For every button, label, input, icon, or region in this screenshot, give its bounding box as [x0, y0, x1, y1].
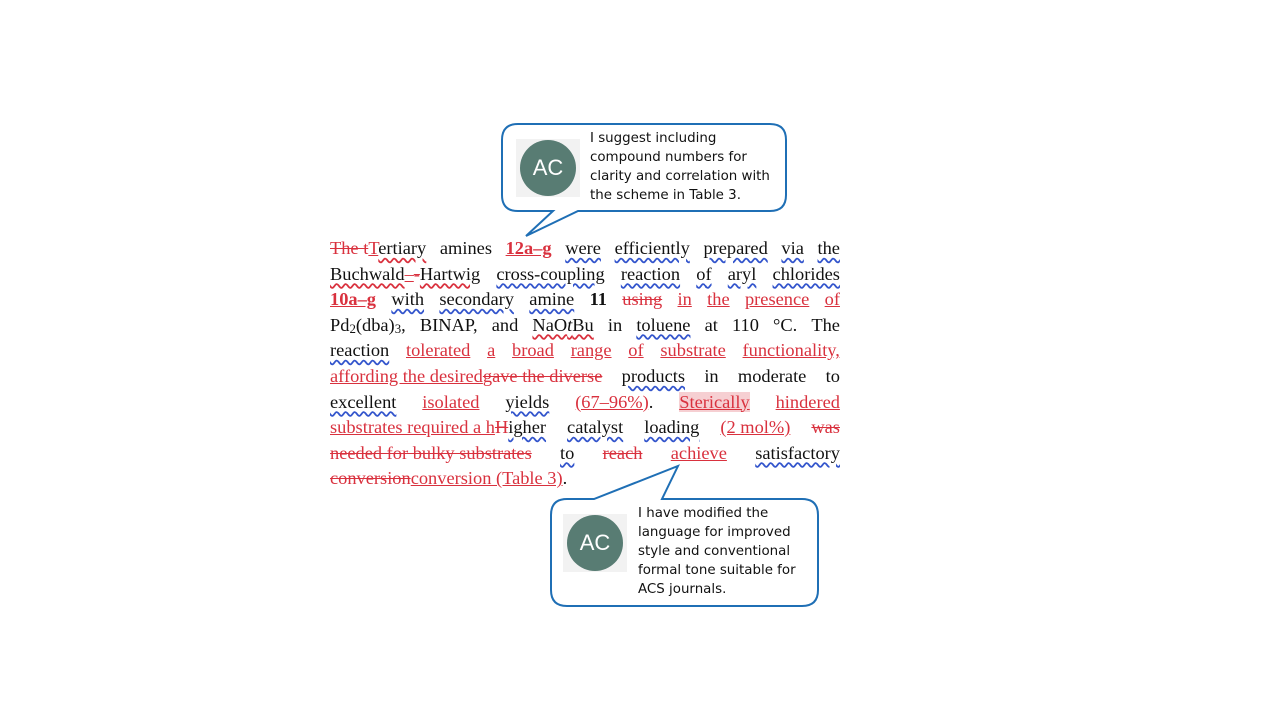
text-run: at [704, 314, 718, 335]
text-run: yields [505, 391, 550, 412]
comment-avatar-frame-2 [563, 514, 627, 572]
comment-text-1: I suggest including compound numbers for clarity and correlation with the scheme in Table 3. [590, 131, 770, 203]
inserted-text: presence [744, 289, 810, 310]
text-run: amines [439, 238, 492, 258]
inserted-text: of [628, 340, 644, 361]
text-run: 2 [349, 321, 356, 336]
text-run: The [811, 314, 840, 335]
text-run: °C. [773, 314, 798, 335]
text-run: aryl [727, 263, 757, 284]
text-run: . [648, 391, 654, 412]
inserted-text: affording the desired [330, 365, 483, 386]
deleted-text: reach [602, 442, 643, 463]
text-run: 11 [589, 289, 607, 310]
text-run: products [621, 365, 686, 386]
deleted-text: H [494, 417, 509, 438]
inserted-text: range [570, 340, 612, 361]
text-run: BINAP, [419, 314, 478, 335]
text-run: with [391, 289, 425, 310]
text-run: ertiary [378, 238, 427, 258]
inserted-text: substrates required a h [330, 417, 495, 438]
text-run: toluene [636, 314, 691, 335]
inserted-text: substrate [660, 340, 726, 361]
text-run: 110 [731, 314, 759, 335]
deleted-text: using [622, 289, 663, 310]
text-run: moderate [737, 365, 807, 386]
deleted-text: gave the diverse [482, 365, 603, 386]
inserted-text: a [487, 340, 496, 361]
text-run: excellent [330, 391, 397, 412]
avatar: AC [520, 140, 576, 196]
deleted-text: conversion [330, 468, 411, 489]
deleted-text: was [811, 417, 840, 438]
inserted-text: hindered [775, 391, 840, 412]
text-run: efficiently [614, 238, 690, 258]
text-run: (dba) [355, 314, 395, 335]
comment-text-2: I have modified the language for improved style and conventional formal tone suitable for ACS journals. [638, 506, 796, 597]
text-run: catalyst [567, 417, 624, 438]
avatar: AC [567, 515, 623, 571]
inserted-text: functionality, [742, 340, 840, 361]
text-run: Buchwald [330, 263, 405, 284]
text-run: and [491, 314, 519, 335]
text-run: in [607, 314, 623, 335]
text-run: Hartwig [419, 263, 481, 284]
text-run: to [825, 365, 840, 386]
text-run: in [704, 365, 719, 386]
inserted-text: T [368, 238, 379, 258]
text-run: via [781, 238, 804, 258]
text-run: reaction [620, 263, 681, 284]
text-run: cross-coupling [496, 263, 605, 284]
text-run: the [817, 238, 840, 258]
text-run: loading [644, 417, 700, 438]
text-run: 3 [394, 321, 402, 336]
text-run: . [562, 468, 568, 489]
text-run: t [567, 314, 573, 335]
inserted-text: in [677, 289, 692, 310]
text-run: were [565, 238, 601, 258]
text-run: to [560, 442, 575, 463]
inserted-text: conversion (Table 3) [410, 468, 563, 489]
inserted-text: the [707, 289, 730, 310]
deleted-text: The t [330, 238, 369, 258]
inserted-text: (67–96%) [575, 391, 649, 412]
inserted-text: Sterically [679, 391, 750, 412]
text-run: Pd [330, 314, 350, 335]
inserted-text: tolerated [406, 340, 471, 361]
text-run: reaction [330, 340, 390, 361]
text-run: of [696, 263, 712, 284]
inserted-text: (2 mol%) [720, 417, 791, 438]
text-run: NaO [532, 314, 568, 335]
text-run: amine [529, 289, 575, 310]
inserted-text: isolated [422, 391, 480, 412]
text-run: Bu [572, 314, 594, 335]
deleted-text: - [413, 263, 420, 284]
inserted-text: of [824, 289, 840, 310]
text-run: secondary [439, 289, 514, 310]
text-run: , [401, 314, 406, 335]
text-run: prepared [703, 238, 768, 258]
text-run: chlorides [772, 263, 840, 284]
inserted-text: broad [512, 340, 554, 361]
inserted-text: achieve [670, 442, 727, 463]
text-run: igher [508, 417, 547, 438]
text-run: satisfactory [755, 442, 840, 463]
inserted-text: 12a–g [505, 238, 552, 258]
deleted-text: needed for bulky substrates [330, 442, 532, 463]
inserted-text: 10a–g [330, 289, 376, 310]
inserted-text: – [404, 263, 414, 284]
